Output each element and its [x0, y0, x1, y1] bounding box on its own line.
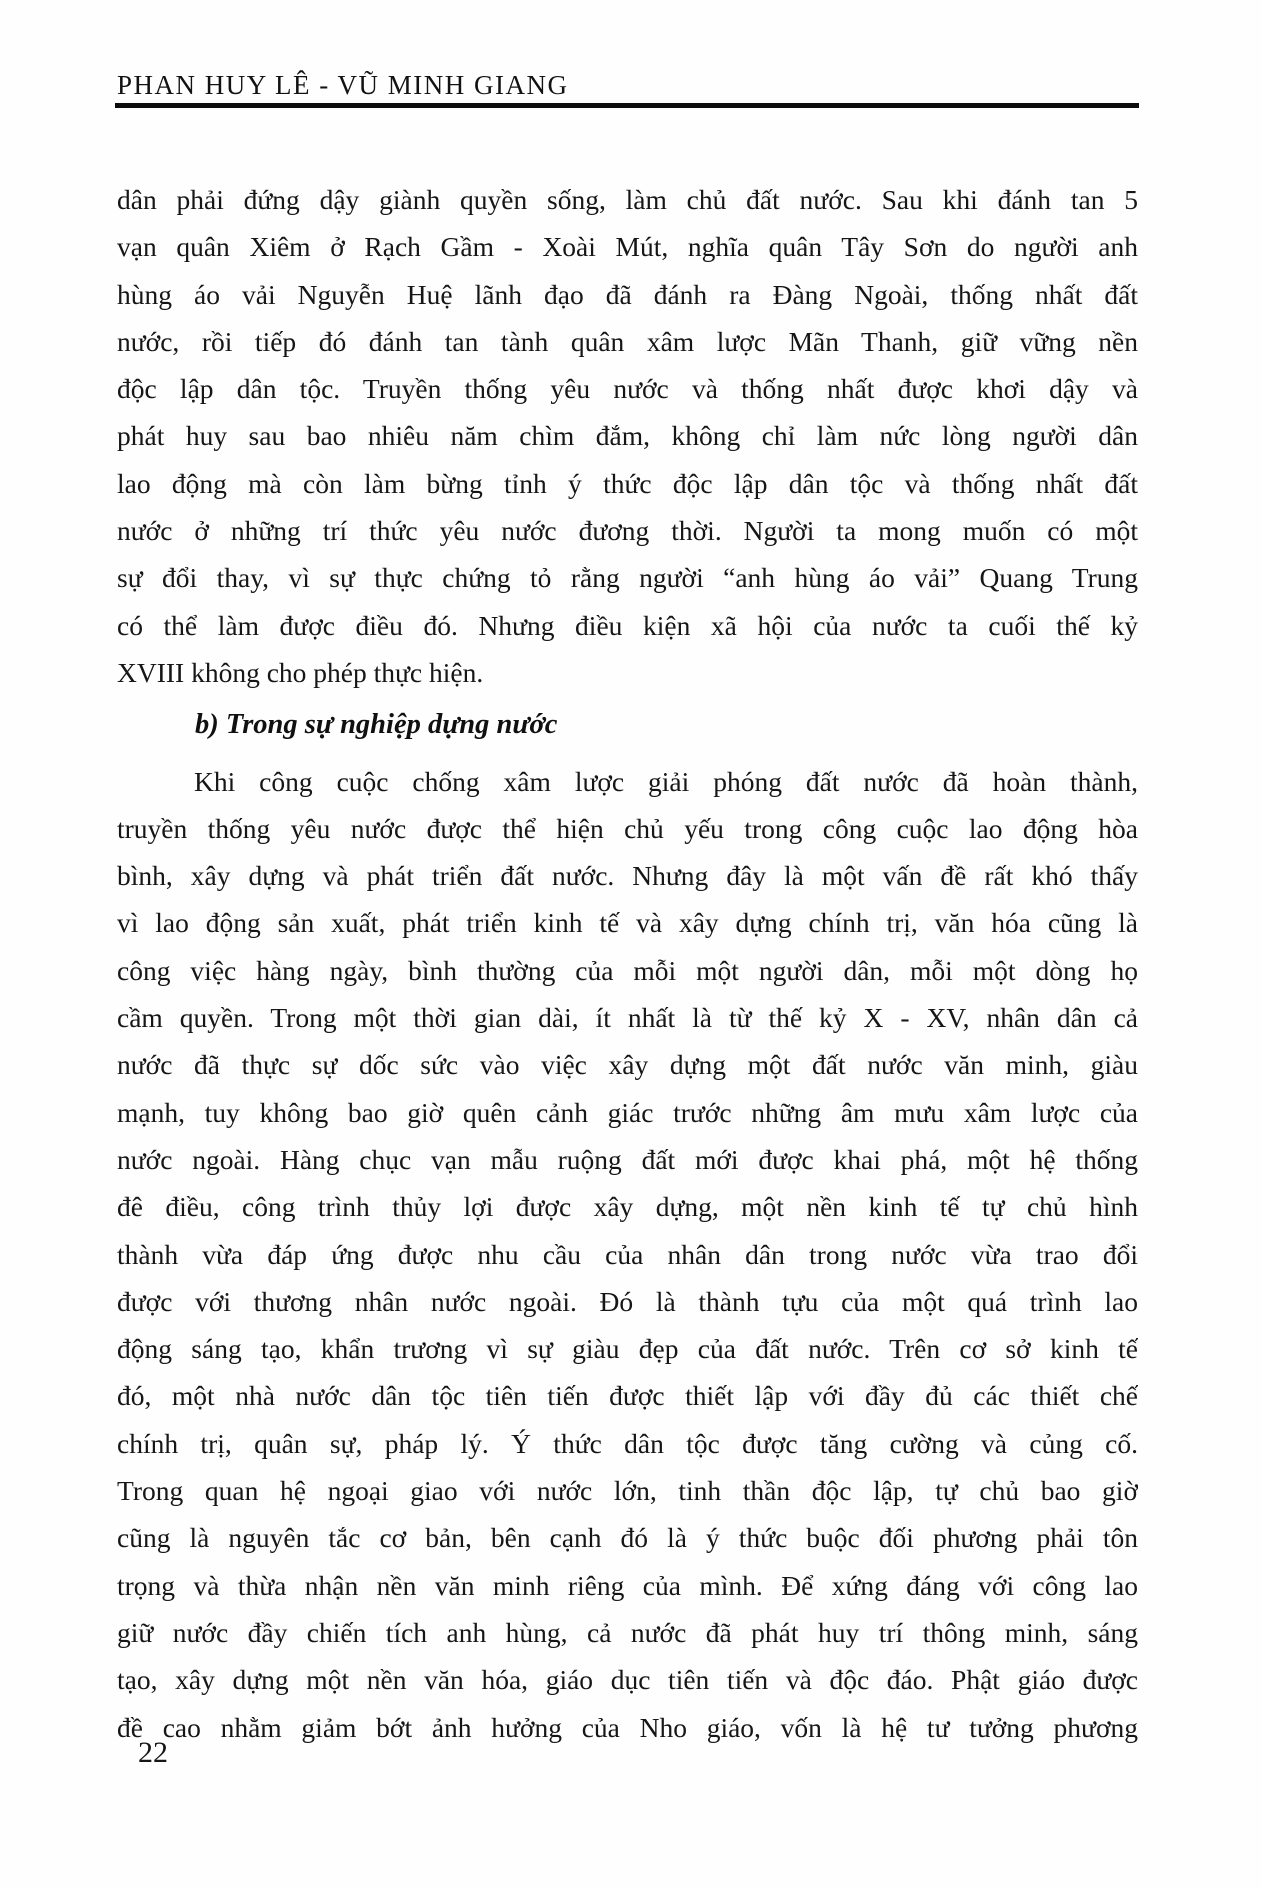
- text-line: nước ngoài. Hàng chục vạn mẫu ruộng đất mới được khai phá, một hệ thống: [117, 1143, 1138, 1175]
- text-line: sự đổi thay, vì sự thực chứng tỏ rằng người “anh hùng áo vải” Quang Trung: [117, 562, 1138, 594]
- running-header-authors: PHAN HUY LÊ - VŨ MINH GIANG: [117, 70, 569, 100]
- text-line: XVIII không cho phép thực hiện.: [117, 656, 484, 688]
- text-line: độc lập dân tộc. Truyền thống yêu nước và thống nhất được khơi dậy và: [117, 373, 1138, 405]
- paragraph-2: [117, 758, 1138, 1751]
- text-line: dân phải đứng dậy giành quyền sống, làm chủ đất nước. Sau khi đánh tan 5: [117, 184, 1138, 215]
- text-line: trọng và thừa nhận nền văn minh riêng của mình. Để xứng đáng với công lao: [117, 1569, 1138, 1601]
- text-line: Trong quan hệ ngoại giao với nước lớn, tinh thần độc lập, tự chủ bao giờ: [117, 1475, 1138, 1507]
- text-line: có thể làm được điều đó. Nhưng điều kiện xã hội của nước ta cuối thế kỷ: [117, 609, 1138, 641]
- text-line: đó, một nhà nước dân tộc tiên tiến được thiết lập với đầy đủ các thiết chế: [117, 1380, 1138, 1412]
- text-line: phát huy sau bao nhiêu năm chìm đắm, không chỉ làm nức lòng người dân: [117, 420, 1138, 452]
- text-line: mạnh, tuy không bao giờ quên cảnh giác trước những âm mưu xâm lược của: [117, 1096, 1138, 1128]
- text-line: Khi công cuộc chống xâm lược giải phóng đất nước đã hoàn thành,: [194, 765, 1138, 797]
- text-line: vạn quân Xiêm ở Rạch Gầm - Xoài Mút, nghĩa quân Tây Sơn do người anh: [117, 231, 1138, 263]
- section-heading: b) Trong sự nghiệp dựng nước: [195, 709, 558, 741]
- text-line: lao động mà còn làm bừng tỉnh ý thức độc lập dân tộc và thống nhất đất: [117, 467, 1138, 499]
- text-line: cũng là nguyên tắc cơ bản, bên cạnh đó là ý thức buộc đối phương phải tôn: [117, 1522, 1138, 1554]
- text-line: cầm quyền. Trong một thời gian dài, ít nhất là từ thế kỷ X - XV, nhân dân cả: [117, 1002, 1138, 1034]
- text-line: thành vừa đáp ứng được nhu cầu của nhân dân trong nước vừa trao đổi: [117, 1238, 1138, 1270]
- text-line: bình, xây dựng và phát triển đất nước. Nhưng đây là một vấn đề rất khó thấy: [117, 860, 1138, 892]
- text-line: đề cao nhằm giảm bớt ảnh hưởng của Nho giáo, vốn là hệ tư tưởng phương: [117, 1711, 1138, 1743]
- text-line: nước đã thực sự dốc sức vào việc xây dựng một đất nước văn minh, giàu: [117, 1049, 1138, 1081]
- text-line: truyền thống yêu nước được thể hiện chủ yếu trong công cuộc lao động hòa: [117, 812, 1138, 844]
- text-line: vì lao động sản xuất, phát triển kinh tế và xây dựng chính trị, văn hóa cũng là: [117, 907, 1138, 939]
- text-line: giữ nước đầy chiến tích anh hùng, cả nước đã phát huy trí thông minh, sáng: [117, 1616, 1138, 1648]
- text-line: nước, rồi tiếp đó đánh tan tành quân xâm lược Mãn Thanh, giữ vững nền: [117, 325, 1138, 357]
- text-line: nước ở những trí thức yêu nước đương thời. Người ta mong muốn có một: [117, 515, 1138, 547]
- text-line: tạo, xây dựng một nền văn hóa, giáo dục tiên tiến và độc đáo. Phật giáo được: [117, 1664, 1138, 1696]
- text-line: hùng áo vải Nguyễn Huệ lãnh đạo đã đánh ra Đàng Ngoài, thống nhất đất: [117, 278, 1138, 310]
- text-line: đê điều, công trình thủy lợi được xây dựng, một nền kinh tế tự chủ hình: [117, 1191, 1138, 1223]
- header-rule-divider: [115, 103, 1139, 108]
- page-body: [117, 176, 1138, 1751]
- text-line: được với thương nhân nước ngoài. Đó là thành tựu của một quá trình lao: [117, 1285, 1138, 1317]
- text-line: chính trị, quân sự, pháp lý. Ý thức dân tộc được tăng cường và củng cố.: [117, 1427, 1138, 1459]
- page-number: 22: [138, 1736, 168, 1769]
- text-line: công việc hàng ngày, bình thường của mỗi một người dân, mỗi một dòng họ: [117, 954, 1138, 986]
- text-line: động sáng tạo, khẩn trương vì sự giàu đẹp của đất nước. Trên cơ sở kinh tế: [117, 1333, 1138, 1365]
- paragraph-1: [117, 176, 1138, 696]
